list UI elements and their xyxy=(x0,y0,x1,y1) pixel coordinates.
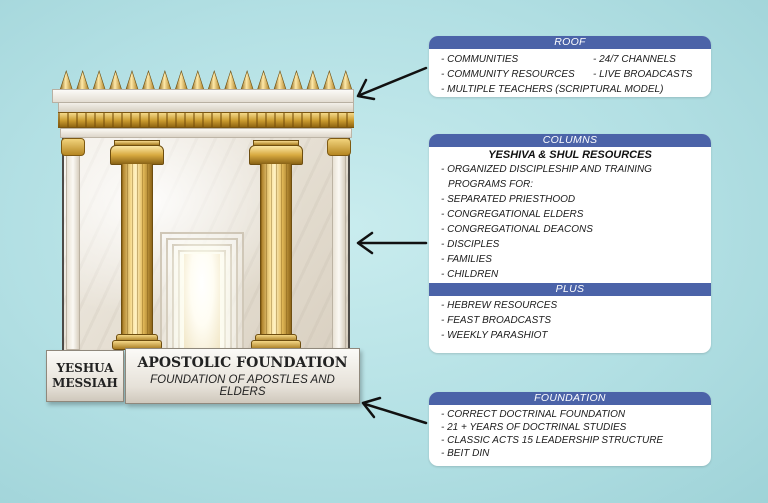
roof-spike xyxy=(257,71,269,90)
roof-spike xyxy=(224,71,236,90)
roof-spike xyxy=(60,71,72,90)
list-item: - CLASSIC ACTS 15 LEADERSHIP STRUCTURE xyxy=(441,435,664,446)
roof-spike xyxy=(208,71,220,90)
list-item: - CORRECT DOCTRINAL FOUNDATION xyxy=(441,409,626,420)
messiah-label: MESSIAH xyxy=(52,376,118,390)
roof-architrave xyxy=(58,103,354,112)
list-item: - COMMUNITIES xyxy=(441,54,519,65)
plus-header: PLUS xyxy=(429,283,711,296)
columns-list xyxy=(429,162,711,282)
foundation-list xyxy=(429,405,711,460)
list-item: - SEPARATED PRIESTHOOD xyxy=(441,194,576,205)
roof-spike xyxy=(175,71,187,90)
roof-spike xyxy=(142,71,154,90)
roof-spike xyxy=(159,71,171,90)
left-column xyxy=(110,140,164,350)
list-item: - WEEKLY PARASHIOT xyxy=(441,330,548,341)
foundation-header: FOUNDATION xyxy=(429,392,711,405)
apostolic-foundation-title: APOSTOLIC FOUNDATION xyxy=(137,354,348,371)
list-item: - FAMILIES xyxy=(441,254,492,265)
roof-spike xyxy=(109,71,121,90)
roof-lower-band xyxy=(60,128,352,138)
roof-right-list xyxy=(593,52,692,82)
left-pilaster-capital xyxy=(61,138,85,156)
glowing-doorway xyxy=(160,232,244,350)
plus-list xyxy=(429,296,711,343)
roof-spike xyxy=(274,71,286,90)
list-item: - 24/7 CHANNELS xyxy=(593,54,676,65)
list-item: - HEBREW RESOURCES xyxy=(441,300,558,311)
roof-spike xyxy=(93,71,105,90)
list-item: PROGRAMS FOR: xyxy=(448,179,534,190)
list-item: - COMMUNITY RESOURCES xyxy=(441,69,575,80)
roof-spike xyxy=(76,71,88,90)
list-item: - BEIT DIN xyxy=(441,448,490,459)
roof-spike xyxy=(241,71,253,90)
roof-spike xyxy=(192,71,204,90)
roof-arrow-icon xyxy=(358,68,426,99)
foundation-arrow-icon xyxy=(363,398,426,423)
right-column xyxy=(249,140,303,350)
list-item: - CHILDREN xyxy=(441,269,499,280)
yeshua-messiah-stone xyxy=(46,350,124,402)
list-item: - LIVE BROADCASTS xyxy=(593,69,693,80)
roof-full-list xyxy=(429,82,711,97)
list-item: - MULTIPLE TEACHERS (SCRIPTURAL MODEL) xyxy=(441,84,664,95)
columns-header: COLUMNS xyxy=(429,134,711,147)
foundation-panel xyxy=(429,392,711,466)
list-item: - CONGREGATIONAL DEACONS xyxy=(441,224,593,235)
roof-spikes xyxy=(58,70,354,90)
yeshua-label: YESHUA xyxy=(56,361,114,375)
roof-left-list xyxy=(441,52,593,82)
apostolic-foundation-subtitle: FOUNDATION OF APOSTLES AND ELDERS xyxy=(150,373,335,398)
roof-spike xyxy=(307,71,319,90)
roof-cornice xyxy=(52,89,354,103)
list-item: - 21 + YEARS OF DOCTRINAL STUDIES xyxy=(441,422,627,433)
right-pilaster-capital xyxy=(327,138,351,156)
list-item: - DISCIPLES xyxy=(441,239,500,250)
roof-spike xyxy=(290,71,302,90)
columns-subheader: YESHIVA & SHUL RESOURCES xyxy=(488,149,652,161)
apostolic-foundation-stone xyxy=(125,348,360,404)
roof-panel xyxy=(429,36,711,97)
roof-header: ROOF xyxy=(429,36,711,49)
list-item: - CONGREGATIONAL ELDERS xyxy=(441,209,584,220)
columns-panel xyxy=(429,134,711,353)
list-item: - FEAST BROADCASTS xyxy=(441,315,552,326)
right-pilaster xyxy=(332,150,346,350)
gold-frieze xyxy=(58,112,354,128)
list-item: - ORGANIZED DISCIPLESHIP AND TRAINING xyxy=(441,164,652,175)
left-pilaster xyxy=(66,150,80,350)
roof-spike xyxy=(340,71,352,90)
roof-spike xyxy=(126,71,138,90)
roof-spike xyxy=(323,71,335,90)
columns-arrow-icon xyxy=(358,233,426,253)
